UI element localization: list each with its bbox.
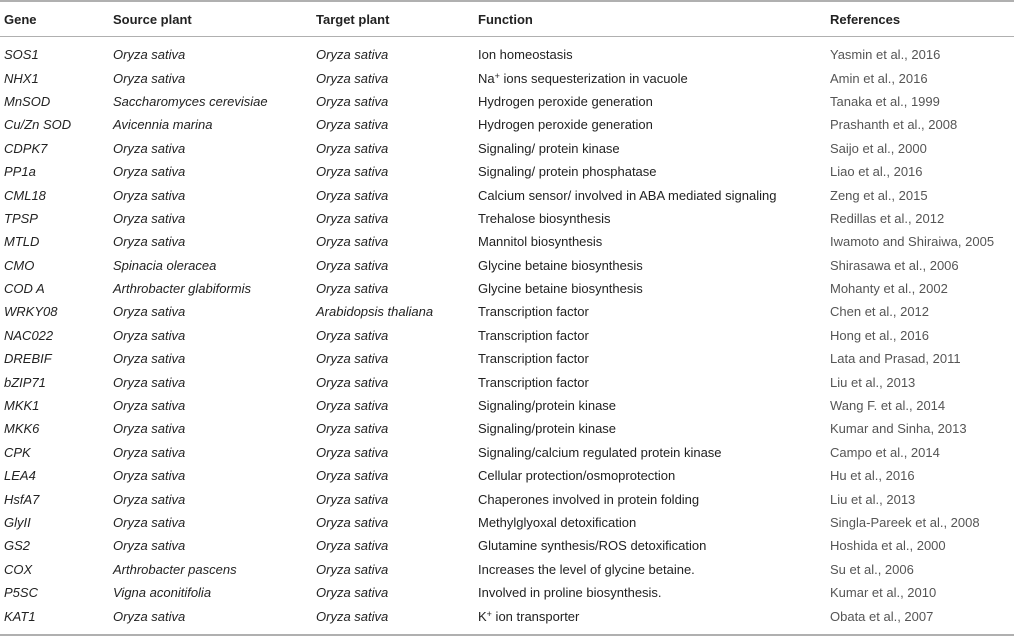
source-plant-cell: Oryza sativa [113,70,186,86]
target-plant-cell: Oryza sativa [316,444,389,460]
target-plant-cell: Oryza sativa [316,351,389,367]
reference-cell: Hong et al., 2016 [830,327,930,343]
source-plant-cell: Oryza sativa [113,444,186,460]
target-plant-cell: Oryza sativa [316,468,389,484]
target-plant-cell: Oryza sativa [316,281,389,297]
table-body [0,37,1014,635]
gene-cell: GlyII [4,515,31,530]
target-plant-cell: Oryza sativa [316,187,389,203]
function-text: Glycine betaine biosynthesis [478,257,643,273]
source-plant-cell: Oryza sativa [113,421,186,437]
table-row [0,66,1014,89]
source-plant-cell: Oryza sativa [113,604,316,634]
function-cell [478,160,830,183]
function-text: Trehalose biosynthesis [478,210,611,226]
function-cell [478,66,830,89]
function-text: Calcium sensor/ involved in ABA mediated signaling [478,187,777,203]
function-text: Transcription factor [478,351,589,367]
function-text: Involved in proline biosynthesis. [478,585,662,601]
table-row [0,300,1014,323]
target-plant-cell: Oryza sativa [316,140,389,156]
table-row [0,207,1014,230]
reference-cell: Saijo et al., 2000 [830,140,927,156]
target-plant-cell: Oryza sativa [316,538,389,554]
gene-cell: Cu/Zn SOD [4,117,72,133]
table-row [0,160,1014,183]
gene-cell: MKK6 [4,421,40,437]
target-plant-cell: Oryza sativa [316,164,389,180]
gene-cell: bZIP71 [4,374,46,390]
table-row [0,487,1014,510]
reference-cell: Liu et al., 2013 [830,491,916,507]
reference-cell: Zeng et al., 2015 [830,187,928,203]
source-plant-cell: Arthrobacter pascens [113,561,237,577]
function-cell [478,417,830,440]
gene-cell: KAT1 [0,604,113,634]
target-plant-cell: Oryza sativa [316,327,389,343]
target-plant-cell: Oryza sativa [316,585,389,601]
table-row [0,394,1014,417]
gene-cell: MnSOD [4,93,51,109]
source-plant-cell: Oryza sativa [113,210,186,226]
target-plant-cell: Oryza sativa [316,93,389,109]
gene-cell: TPSP [4,210,38,226]
source-plant-cell: Saccharomyces cerevisiae [113,93,268,109]
table-row [0,183,1014,206]
function-text: Signaling/ protein phosphatase [478,164,657,180]
table-header-row [0,1,1014,37]
table-row [0,558,1014,581]
function-text: Signaling/protein kinase [478,421,617,437]
function-text: ions sequesterization in vacuole [499,70,688,86]
gene-cell: MKK1 [4,398,40,414]
source-plant-cell: Oryza sativa [113,327,186,343]
reference-cell: Lata and Prasad, 2011 [830,351,961,367]
source-plant-cell: Avicennia marina [113,117,213,133]
function-cell [478,324,830,347]
function-text: Mannitol biosynthesis [478,234,603,250]
function-charge: + [486,608,492,619]
table-row [0,370,1014,393]
source-plant-cell: Oryza sativa [113,140,186,156]
source-plant-cell: Oryza sativa [113,187,186,203]
gene-cell: COX [4,561,33,577]
function-ion: Na [478,70,495,86]
function-text: Ion homeostasis [478,47,573,63]
function-text: Transcription factor [478,327,589,343]
target-plant-cell: Oryza sativa [316,421,389,437]
source-plant-cell: Oryza sativa [113,468,186,484]
target-plant-cell: Oryza sativa [316,234,389,250]
function-charge: + [494,70,500,81]
gene-cell: DREBIF [4,351,52,367]
table-row [0,230,1014,253]
function-text: Methylglyoxal detoxification [478,515,637,530]
reference-cell: Tanaka et al., 1999 [830,93,940,109]
function-cell [478,487,830,510]
target-plant-cell: Oryza sativa [316,47,389,63]
function-text: Hydrogen peroxide generation [478,117,653,133]
function-cell [478,604,830,634]
function-text: Signaling/ protein kinase [478,140,620,156]
source-plant-cell: Spinacia oleracea [113,257,217,273]
gene-cell: LEA4 [4,468,36,484]
table-row [0,347,1014,370]
function-text: Chaperones involved in protein folding [478,491,700,507]
header-target-plant: Target plant [316,1,478,37]
header-gene: Gene [0,1,113,37]
table-row [0,113,1014,136]
reference-cell: Wang F. et al., 2014 [830,398,946,414]
function-text: ion transporter [491,608,580,624]
function-text: Cellular protection/osmoprotection [478,468,676,484]
table-row [0,464,1014,487]
function-cell [478,137,830,160]
gene-cell: NAC022 [4,327,54,343]
table-row [0,604,1014,634]
table-row [0,417,1014,440]
table-row [0,324,1014,347]
function-cell [478,300,830,323]
header-source-plant: Source plant [113,1,316,37]
source-plant-cell: Arthrobacter glabiformis [113,281,251,297]
function-cell [478,37,830,67]
gene-cell: CPK [4,444,31,460]
reference-cell: Prashanth et al., 2008 [830,117,958,133]
gene-cell: COD A [4,281,45,297]
function-cell [478,370,830,393]
target-plant-cell: Oryza sativa [316,491,389,507]
reference-cell: Hoshida et al., 2000 [830,538,946,554]
target-plant-cell: Oryza sativa [316,515,389,530]
function-cell [478,347,830,370]
gene-cell: CMO [4,257,35,273]
reference-cell: Chen et al., 2012 [830,304,930,320]
gene-cell: CML18 [4,187,46,203]
source-plant-cell: Oryza sativa [113,374,186,390]
source-plant-cell: Oryza sativa [113,304,186,320]
function-cell [478,511,830,534]
gene-cell: NHX1 [4,70,39,86]
function-text: Transcription factor [478,304,589,320]
function-cell [478,90,830,113]
table-row [0,581,1014,604]
reference-cell: Liu et al., 2013 [830,374,916,390]
source-plant-cell: Oryza sativa [113,47,186,63]
function-text: Increases the level of glycine betaine. [478,561,695,577]
function-cell [478,441,830,464]
source-plant-cell: Oryza sativa [113,515,186,530]
target-plant-cell: Oryza sativa [316,374,389,390]
gene-cell: SOS1 [4,47,39,63]
reference-cell: Mohanty et al., 2002 [830,281,948,297]
reference-cell: Redillas et al., 2012 [830,210,945,226]
source-plant-cell: Oryza sativa [113,398,186,414]
source-plant-cell: Oryza sativa [113,164,186,180]
reference-cell: Singla-Pareek et al., 2008 [830,515,980,530]
function-text: Glutamine synthesis/ROS detoxification [478,538,707,554]
table-row [0,90,1014,113]
function-text: Signaling/protein kinase [478,398,617,414]
reference-cell: Amin et al., 2016 [830,70,928,86]
target-plant-cell: Oryza sativa [316,70,389,86]
reference-cell: Campo et al., 2014 [830,444,940,460]
gene-cell: GS2 [4,538,31,554]
table-row [0,534,1014,557]
function-cell [478,394,830,417]
target-plant-cell: Oryza sativa [316,604,478,634]
source-plant-cell: Oryza sativa [113,538,186,554]
reference-cell: Shirasawa et al., 2006 [830,257,959,273]
gene-cell: PP1a [4,164,36,180]
source-plant-cell: Oryza sativa [113,491,186,507]
function-cell [478,534,830,557]
reference-cell: Kumar et al., 2010 [830,585,937,601]
gene-cell: HsfA7 [4,491,40,507]
header-references: References [830,1,1014,37]
gene-cell: MTLD [4,234,40,250]
target-plant-cell: Arabidopsis thaliana [316,304,434,320]
table-row [0,254,1014,277]
table-row [0,441,1014,464]
header-function: Function [478,1,830,37]
table-row [0,277,1014,300]
function-text: Transcription factor [478,374,589,390]
function-cell [478,581,830,604]
target-plant-cell: Oryza sativa [316,398,389,414]
reference-cell: Obata et al., 2007 [830,604,1014,634]
function-text: Hydrogen peroxide generation [478,93,653,109]
target-plant-cell: Oryza sativa [316,561,389,577]
source-plant-cell: Oryza sativa [113,234,186,250]
function-cell [478,277,830,300]
gene-cell: CDPK7 [4,140,48,156]
table-row [0,137,1014,160]
reference-cell: Su et al., 2006 [830,561,914,577]
source-plant-cell: Vigna aconitifolia [113,585,212,601]
reference-cell: Yasmin et al., 2016 [830,47,941,63]
gene-cell: WRKY08 [4,304,58,320]
table-row [0,37,1014,67]
gene-cell: P5SC [4,585,38,601]
function-cell [478,230,830,253]
target-plant-cell: Oryza sativa [316,257,389,273]
function-text: Signaling/calcium regulated protein kinase [478,444,722,460]
target-plant-cell: Oryza sativa [316,117,389,133]
function-cell [478,254,830,277]
table-row [0,511,1014,534]
reference-cell: Iwamoto and Shiraiwa, 2005 [830,234,995,250]
function-cell [478,558,830,581]
function-cell [478,183,830,206]
function-cell [478,207,830,230]
function-cell [478,464,830,487]
reference-cell: Liao et al., 2016 [830,164,923,180]
function-text: Glycine betaine biosynthesis [478,281,643,297]
source-plant-cell: Oryza sativa [113,351,186,367]
reference-cell: Kumar and Sinha, 2013 [830,421,967,437]
function-cell [478,113,830,136]
reference-cell: Hu et al., 2016 [830,468,915,484]
target-plant-cell: Oryza sativa [316,210,389,226]
function-ion: K [478,608,487,624]
